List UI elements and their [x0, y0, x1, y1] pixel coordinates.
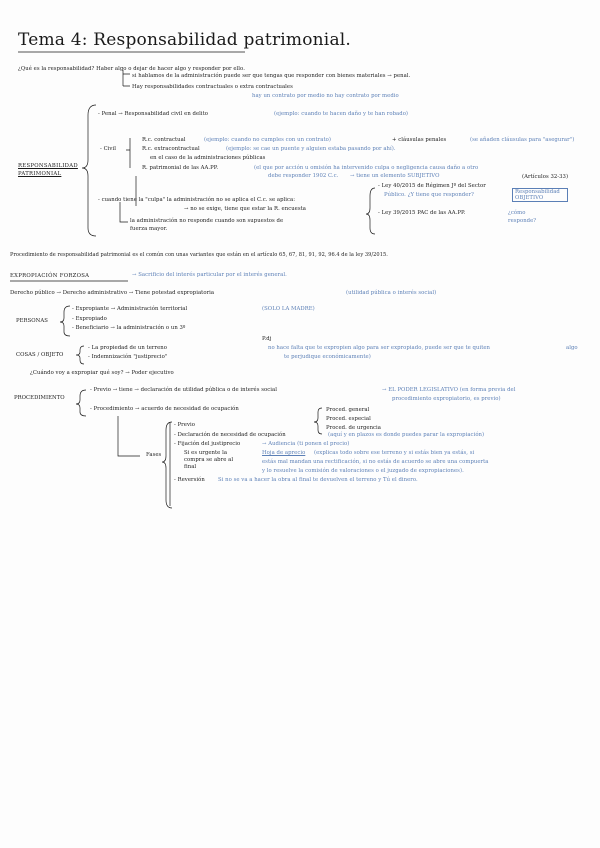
- fase-hoja-note-3: y lo resuelve la comisión de valoraciones o el juzgado de expropiaciones).: [262, 468, 464, 474]
- cosa-indemnizacion-note: te perjudique económicamente): [284, 354, 371, 360]
- fases-brace-icon: [162, 422, 172, 508]
- proced-urgencia: Proced. de urgencia: [326, 425, 382, 431]
- proc-previo: - Previo → tiene → declaración de utilidad pública o de interés social: [90, 387, 277, 393]
- culpa-arrow-icon: [120, 202, 128, 222]
- fase-urgente: Si es urgente la: [184, 450, 228, 456]
- rc-caso-administraciones: en el caso de la administraciones públicas: [150, 155, 266, 161]
- fase-fijacion-note: → Audiencia (ti ponen el precio): [262, 441, 350, 447]
- fases-line: [118, 416, 140, 456]
- cosa-propiedad-note: no hace falta que te expropien algo para ser expropiado, puede ser que te quiten: [268, 345, 491, 351]
- intro-question: ¿Qué es la responsabilidad? Haber algo o dejar de hacer algo y responder por ello.: [18, 66, 245, 72]
- rp-example: (el que por acción u omisión ha intervenido culpa o negligencia causa daño a otro: [254, 165, 479, 171]
- ley-39-2015: - Ley 39/2015 PAC de las AA.PP.: [378, 210, 466, 216]
- persona-expropiante: - Expropiante → Administración territorial: [72, 306, 188, 312]
- proc-brace-icon: [76, 390, 86, 416]
- resp-label-1: RESPONSABILIDAD: [18, 163, 78, 169]
- fase-reversion-note: Si no se va a hacer la obra al final te devuelven el terreno y Tú el dinero.: [218, 477, 418, 483]
- resp-no-exige: → no se exige, tiene que estar la R. encuesta: [184, 206, 307, 212]
- expro-heading: EXPROPIACIÓN FORZOSA: [10, 273, 90, 279]
- objective-box: Responsabilidad OBJETIVO: [512, 188, 568, 202]
- articles-note: (Artículos 32-33): [522, 174, 569, 180]
- proc-previo-note: → EL PODER LEGISLATIVO (en forma previa del: [382, 387, 516, 393]
- persona-beneficiario: - Beneficiario → la administración o un 3º: [72, 325, 186, 331]
- page-title: Tema 4: Responsabilidad patrimonial.: [18, 30, 352, 50]
- cosas-brace-icon: [76, 346, 84, 364]
- personas-label: PERSONAS: [16, 318, 48, 324]
- ley-39-2015-c: responde?: [508, 218, 537, 224]
- cosas-label: COSAS / OBJETO: [16, 352, 64, 358]
- rc-contractual-example: (ejemplo: cuando no cumples con un contrato): [204, 137, 331, 143]
- fase-urgente-2: compra se abre al: [184, 457, 234, 463]
- rc-extracontractual-example: (ejemplo: se cae un puente y alguien estaba pasando por ahí).: [226, 146, 396, 152]
- rc-extracontractual: R.c. extracontractual: [142, 146, 200, 152]
- procedure-text: Procedimiento de responsabilidad patrimonial es el común con unas variantes que están en el artículo 65, 67, 81, 91, 92, 96.4 de la ley 39/2015.: [10, 252, 388, 258]
- rp-example-3: → tiene un elemento SUBJETIVO: [350, 173, 440, 179]
- fase-reversion: - Reversión: [174, 477, 205, 483]
- fase-hoja: Hoja de aprecio: [262, 450, 306, 456]
- proc-acuerdo: - Procedimiento → acuerdo de necesidad de ocupación: [90, 406, 239, 412]
- persona-expropiado: - Expropiado: [72, 316, 107, 322]
- fase-declaracion: - Declaración de necesidad de ocupación: [174, 432, 286, 438]
- personas-brace-icon: [60, 306, 70, 336]
- resp-culpa: - cuando tiene la "culpa" la administración no se aplica el C.c. se aplica:: [98, 197, 296, 203]
- resp-fuerza-mayor: fuerza mayor.: [130, 226, 168, 232]
- proc-previo-note-2: procedimiento expropiatorio, es previo): [392, 396, 501, 402]
- fase-urgente-3: final: [184, 464, 197, 470]
- fase-declaracion-note: (aquí y en plazos es donde puedes parar la expropiación): [328, 432, 485, 438]
- pdj-note: P.dj: [262, 336, 272, 342]
- persona-expropiante-note: (SOLO LA MADRE): [262, 306, 315, 312]
- rc-contractual-note: (se añaden cláusulas para "asegurar"): [470, 137, 575, 143]
- cosa-indemnizacion: - Indemnización "justiprecio": [88, 354, 168, 360]
- intro-line-2: si hablamos de la administración puede ser que tengas que responder con bienes materiales → penal.: [132, 73, 411, 79]
- fases-label: Fases: [146, 452, 162, 458]
- fase-previo: - Previo: [174, 422, 195, 428]
- procedimiento-label: PROCEDIMIENTO: [14, 395, 65, 401]
- rc-contractual: R.c. contractual: [142, 137, 186, 143]
- proced-general: Proced. general: [326, 407, 370, 413]
- resp-penal: - Penal → Responsabilidad civil en delito: [98, 111, 209, 117]
- ley-brace-icon: [366, 188, 375, 234]
- intro-line-4: hay un contrato por medio no hay contrato por medio: [252, 93, 399, 99]
- rc-contractual-tail: + cláusulas penales: [392, 137, 447, 143]
- intro-line-3: Hay responsabilidades contractuales o extra contractuales: [132, 84, 293, 90]
- proced-brace-icon: [314, 408, 322, 434]
- ley-39-2015-b: ¿cómo: [508, 210, 526, 216]
- ley-40-2015-b: Público. ¿Y tiene que responder?: [384, 192, 474, 198]
- proced-especial: Proced. especial: [326, 416, 371, 422]
- civil-brace-icon: [126, 138, 130, 168]
- resp-no-responde: la administración no responde cuando son supuestos de: [130, 218, 284, 224]
- expro-derecho-note: (utilidad pública o interés social): [346, 290, 437, 296]
- expro-question: ¿Cuándo voy a expropiar qué soy? → Poder ejecutivo: [30, 370, 174, 376]
- rp-example-2: debe responder 1902 C.c.: [268, 173, 339, 179]
- expro-heading-note: → Sacrificio del interés particular por el interés general.: [132, 272, 287, 278]
- fase-hoja-note-2: estás mal mandan una rectificación, si no estás de acuerdo se abre una compuerta: [262, 459, 489, 465]
- rp-aapp: R. patrimonial de las AA.PP.: [142, 165, 219, 171]
- ley-40-2015: - Ley 40/2015 de Régimen Jº del Sector: [378, 183, 486, 189]
- cosa-propiedad: - La propiedad de un terreno: [88, 345, 167, 351]
- cosa-propiedad-note-2: algo: [566, 345, 578, 351]
- resp-civil: - Civil: [100, 146, 116, 152]
- resp-penal-example: (ejemplo: cuando te hacen daño y te han robado): [274, 111, 409, 117]
- fase-hoja-note: (explicas todo sobre ese terreno y si estás bien ya estás, si: [314, 450, 475, 456]
- fase-fijacion: - Fijación del justiprecio: [174, 441, 241, 447]
- brace-icon: [82, 105, 96, 236]
- resp-label-2: PATRIMONIAL: [18, 171, 62, 177]
- expro-derecho: Derecho público → Derecho administrativo → Tiene potestad expropiatoria: [10, 290, 215, 296]
